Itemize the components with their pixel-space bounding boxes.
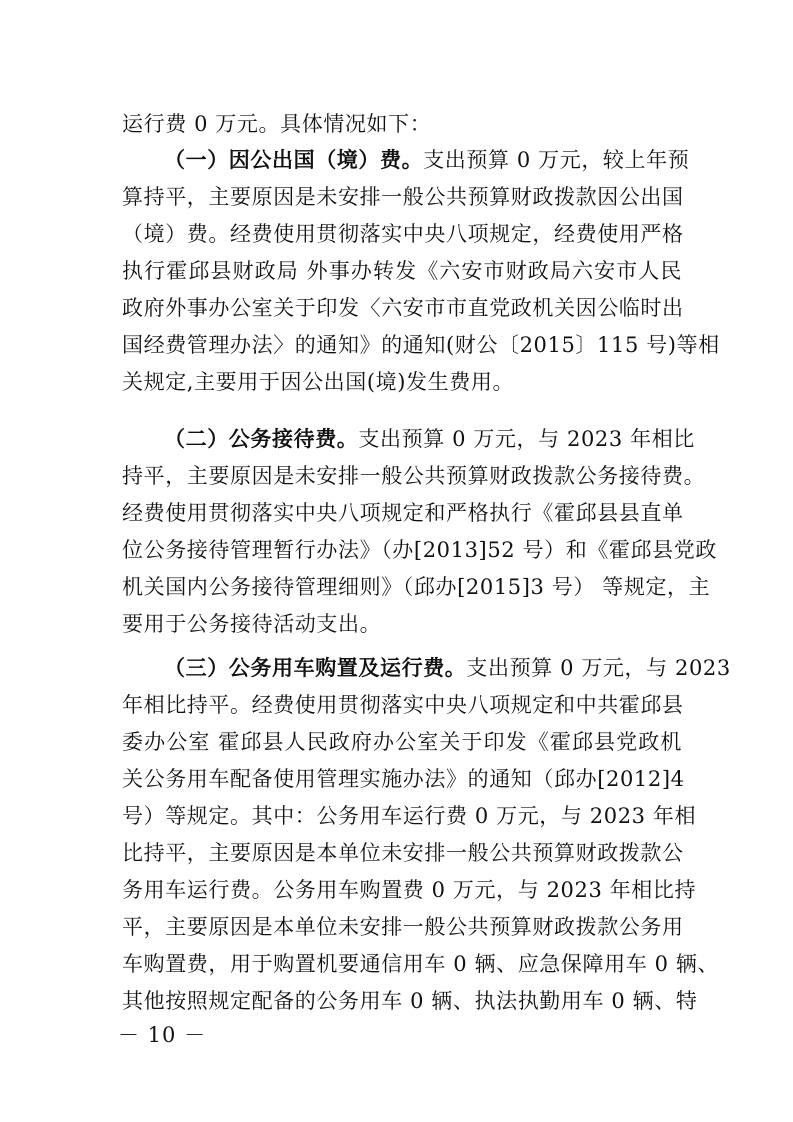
paragraph-first-line: （一）因公出国（境）费。支出预算 0 万元，较上年预 — [164, 147, 690, 172]
body-line: 号）等规定。其中：公务用车运行费 0 万元，与 2023 年相 — [122, 804, 697, 828]
body-line: 政府外事办公室关于印发〈六安市市直党政机关因公临时出 — [122, 296, 684, 320]
body-line: 要用于公务接待活动支出。 — [122, 612, 382, 636]
paragraph-first-line: （二）公务接待费。支出预算 0 万元，与 2023 年相比 — [164, 426, 695, 451]
body-line: 经费使用贯彻落实中央八项规定和严格执行《霍邱县县直单 — [122, 501, 684, 525]
body-line: 执行霍邱县财政局 外事办转发《六安市财政局六安市人民 — [122, 259, 682, 283]
section-heading: （二）公务接待费。 — [164, 426, 359, 451]
body-line: 务用车运行费。公务用车购置费 0 万元，与 2023 年相比持 — [122, 878, 697, 902]
body-line: 平，主要原因是本单位未安排一般公共预算财政拨款公务用 — [122, 915, 684, 939]
body-line: （境）费。经费使用贯彻落实中央八项规定，经费使用严格 — [122, 222, 684, 246]
body-line: 位公务接待管理暂行办法》（办[2013]52 号）和《霍邱县党政 — [122, 538, 717, 562]
body-line: 关公务用车配备使用管理实施办法》的通知（邱办[2012]4 — [122, 767, 685, 791]
body-line: 机关国内公务接待管理细则》（邱办[2015]3 号） 等规定，主 — [122, 575, 711, 599]
body-line: 比持平，主要原因是本单位未安排一般公共预算财政拨款公 — [122, 841, 684, 865]
paragraph-first-line: （三）公务用车购置及运行费。支出预算 0 万元，与 2023 — [164, 655, 731, 680]
body-line: 运行费 0 万元。具体情况如下： — [122, 112, 432, 136]
body-line: 年相比持平。经费使用贯彻落实中央八项规定和中共霍邱县 — [122, 693, 684, 717]
page-number: － 10 － — [118, 1023, 207, 1047]
section-heading: （三）公务用车购置及运行费。 — [164, 655, 467, 680]
body-line: 其他按照规定配备的公务用车 0 辆、执法执勤用车 0 辆、特 — [122, 989, 698, 1013]
body-line: 车购置费，用于购置机要通信用车 0 辆、应急保障用车 0 辆、 — [122, 952, 720, 976]
body-line: 持平，主要原因是未安排一般公共预算财政拨款公务接待费。 — [122, 464, 706, 488]
body-line: 国经费管理办法〉的通知》的通知(财公〔2015〕115 号)等相 — [122, 333, 720, 357]
body-line: 委办公室 霍邱县人民政府办公室关于印发《霍邱县党政机 — [122, 730, 682, 754]
body-line: 算持平，主要原因是未安排一般公共预算财政拨款因公出国 — [122, 185, 684, 209]
section-heading: （一）因公出国（境）费。 — [164, 147, 424, 172]
body-line: 关规定,主要用于因公出国(境)发生费用。 — [122, 370, 515, 394]
